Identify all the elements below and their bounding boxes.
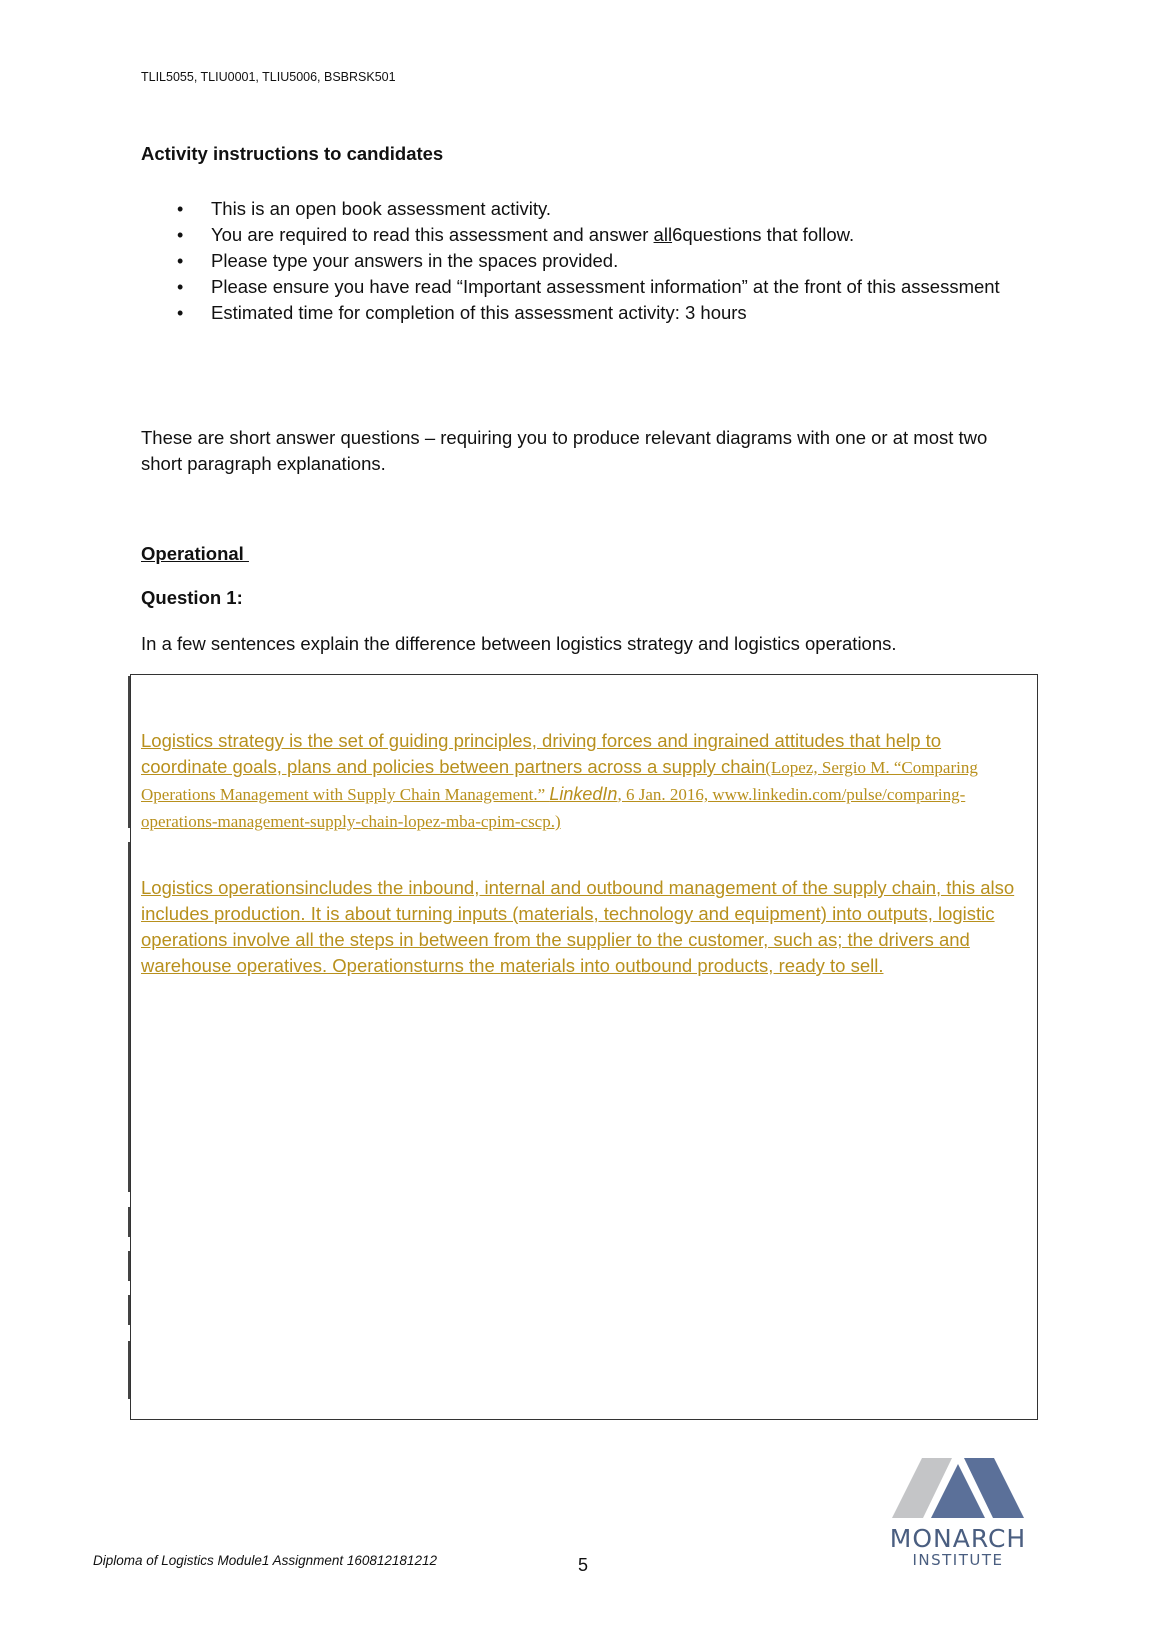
instructions-heading: Activity instructions to candidates xyxy=(141,143,444,164)
footer-document-title: Diploma of Logistics Module1 Assignment 160812181212 xyxy=(93,1553,437,1568)
answer-paragraph-operations: Logistics operationsincludes the inbound, internal and outbound management of the supply chain, this also includes production. It is about turning inputs (materials, technology and equipment) into outputs, logistic operations involve all the steps in between from the supplier to the customer, such as; the drivers and warehouse operatives. Operationsturns the materials into outbound products, ready to sell. xyxy=(141,877,1015,976)
header-unit-codes: TLIL5055, TLIU0001, TLIU5006, BSBRSK501 xyxy=(141,70,396,84)
citation-text: (Lopez, Sergio M. “Comparing Operations Management with Supply Chain Management.” xyxy=(141,758,978,804)
monarch-logo xyxy=(888,1455,1028,1569)
question-text: In a few sentences explain the difference between logistics strategy and logistics operations. xyxy=(141,633,897,654)
list-item xyxy=(141,222,1001,248)
instructions-list xyxy=(141,196,1001,326)
revision-bar xyxy=(128,676,130,828)
list-item: • Please ensure you have read “Important assessment information” at the front of this assessment xyxy=(141,274,1001,300)
bullet-text-before: You are required to read this assessment and answer xyxy=(211,224,654,245)
answer-strategy-text: Logistics strategy is the set of guiding principles, driving forces and ingrained attitudes that help to coordinate goals, plans and policies between partners across a supply chain xyxy=(141,730,942,777)
logo-mark-icon xyxy=(888,1455,1028,1519)
revision-bar xyxy=(128,1207,130,1237)
section-title: Operational xyxy=(141,543,249,564)
revision-bar xyxy=(128,1295,130,1325)
logo-subtitle: INSTITUTE xyxy=(912,1551,1004,1569)
revision-bar xyxy=(128,1341,130,1399)
page-number: 5 xyxy=(578,1555,589,1575)
list-item: • Estimated time for completion of this assessment activity: 3 hours xyxy=(141,300,1001,326)
bullet-text-underlined: all xyxy=(653,224,673,245)
list-item: • Please type your answers in the spaces provided. xyxy=(141,248,1001,274)
revision-bar xyxy=(128,1251,130,1281)
logo-name: MONARCH xyxy=(889,1524,1027,1553)
question-label: Question 1: xyxy=(141,587,243,608)
list-item: • This is an open book assessment activity. xyxy=(141,196,1001,222)
revision-bar xyxy=(128,842,130,1192)
bullet-text-after: 6questions that follow. xyxy=(672,224,855,245)
answer-paragraph-strategy xyxy=(141,728,1023,835)
intro-paragraph: These are short answer questions – requiring you to produce relevant diagrams with one or at most two short paragraph explanations. xyxy=(141,427,988,474)
citation-source: LinkedIn xyxy=(549,784,618,804)
citation-url: , 6 Jan. 2016, www.linkedin.com/pulse/comparing-operations-management-supply-chain-lopez-mba-cpim-cscp.) xyxy=(141,785,966,831)
